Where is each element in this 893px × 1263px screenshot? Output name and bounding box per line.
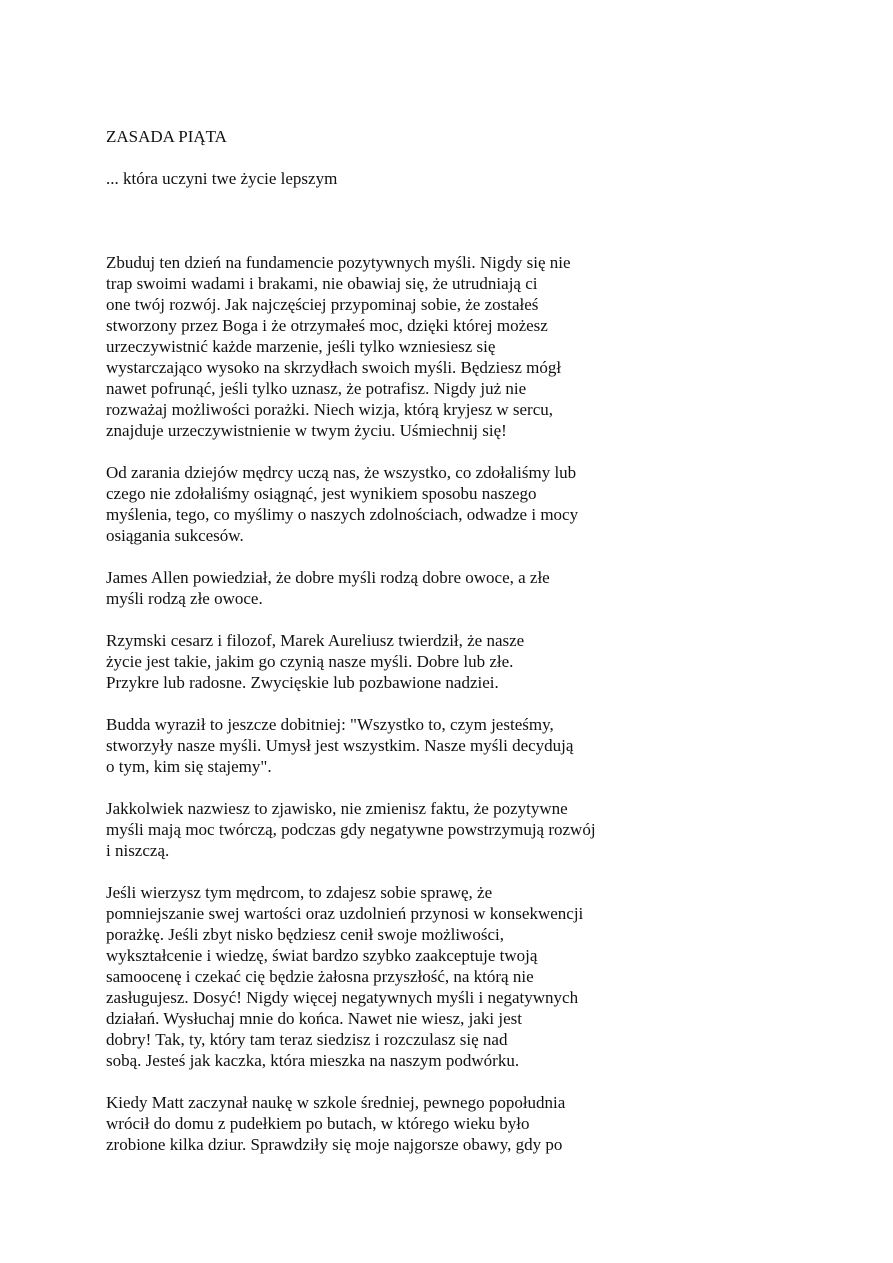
text-line: myśli rodzą złe owoce. [106,589,263,608]
text-line: pomniejszanie swej wartości oraz uzdolnień przynosi w konsekwencji [106,904,584,923]
text-line: wykształcenie i wiedzę, świat bardzo szybko zaakceptuje twoją [106,946,538,965]
text-line: stworzyły nasze myśli. Umysł jest wszystkim. Nasze myśli decydują [106,736,574,755]
text-line: one twój rozwój. Jak najczęściej przypominaj sobie, że zostałeś [106,295,539,314]
chapter-subtitle: ... która uczyni twe życie lepszym [106,169,338,188]
text-line: wystarczająco wysoko na skrzydłach swoich myśli. Będziesz mógł [106,358,562,377]
text-line: zrobione kilka dziur. Sprawdziły się moje najgorsze obawy, gdy po [106,1135,563,1154]
document-page [106,126,666,1176]
text-line: działań. Wysłuchaj mnie do końca. Nawet nie wiesz, jaki jest [106,1009,522,1028]
paragraph [106,882,666,1071]
text-line: Kiedy Matt zaczynał naukę w szkole średniej, pewnego popołudnia [106,1093,566,1112]
text-line: nawet pofrunąć, jeśli tylko uznasz, że potrafisz. Nigdy już nie [106,379,527,398]
text-line: myślenia, tego, co myślimy o naszych zdolnościach, odwadze i mocy [106,505,579,524]
text-line: samoocenę i czekać cię będzie żałosna przyszłość, na którą nie [106,967,534,986]
text-line: Przykre lub radosne. Zwycięskie lub pozbawione nadziei. [106,673,499,692]
chapter-title: ZASADA PIĄTA [106,127,227,146]
paragraph [106,630,666,693]
text-line: myśli mają moc twórczą, podczas gdy negatywne powstrzymują rozwój [106,820,596,839]
text-line: Jakkolwiek nazwiesz to zjawisko, nie zmienisz faktu, że pozytywne [106,799,568,818]
text-line: Budda wyraził to jeszcze dobitniej: "Wszystko to, czym jesteśmy, [106,715,554,734]
text-line: i niszczą. [106,841,170,860]
text-line: stworzony przez Boga i że otrzymałeś moc, dzięki której możesz [106,316,548,335]
paragraph [106,462,666,546]
text-line: Jeśli wierzysz tym mędrcom, to zdajesz sobie sprawę, że [106,883,493,902]
text-line: trap swoimi wadami i brakami, nie obawiaj się, że utrudniają ci [106,274,538,293]
text-line: James Allen powiedział, że dobre myśli rodzą dobre owoce, a złe [106,568,550,587]
text-line: porażkę. Jeśli zbyt nisko będziesz cenił swoje możliwości, [106,925,504,944]
text-line: o tym, kim się stajemy". [106,757,272,776]
text-line: znajduje urzeczywistnienie w twym życiu. Uśmiechnij się! [106,421,507,440]
text-line: wrócił do domu z pudełkiem po butach, w którego wieku było [106,1114,530,1133]
paragraph [106,714,666,777]
text-line: Rzymski cesarz i filozof, Marek Aureliusz twierdził, że nasze [106,631,525,650]
paragraph [106,252,666,441]
text-line: czego nie zdołaliśmy osiągnąć, jest wynikiem sposobu naszego [106,484,537,503]
text-line: dobry! Tak, ty, który tam teraz siedzisz i rozczulasz się nad [106,1030,508,1049]
text-line: urzeczywistnić każde marzenie, jeśli tylko wzniesiesz się [106,337,496,356]
paragraph [106,1092,666,1155]
document-body [106,252,666,1155]
paragraph [106,798,666,861]
text-line: sobą. Jesteś jak kaczka, która mieszka na naszym podwórku. [106,1051,520,1070]
text-line: Zbuduj ten dzień na fundamencie pozytywnych myśli. Nigdy się nie [106,253,571,272]
text-line: Od zarania dziejów mędrcy uczą nas, że wszystko, co zdołaliśmy lub [106,463,577,482]
text-line: rozważaj możliwości porażki. Niech wizja, którą kryjesz w sercu, [106,400,554,419]
text-line: osiągania sukcesów. [106,526,244,545]
text-line: życie jest takie, jakim go czynią nasze myśli. Dobre lub złe. [106,652,514,671]
paragraph [106,567,666,609]
text-line: zasługujesz. Dosyć! Nigdy więcej negatywnych myśli i negatywnych [106,988,579,1007]
